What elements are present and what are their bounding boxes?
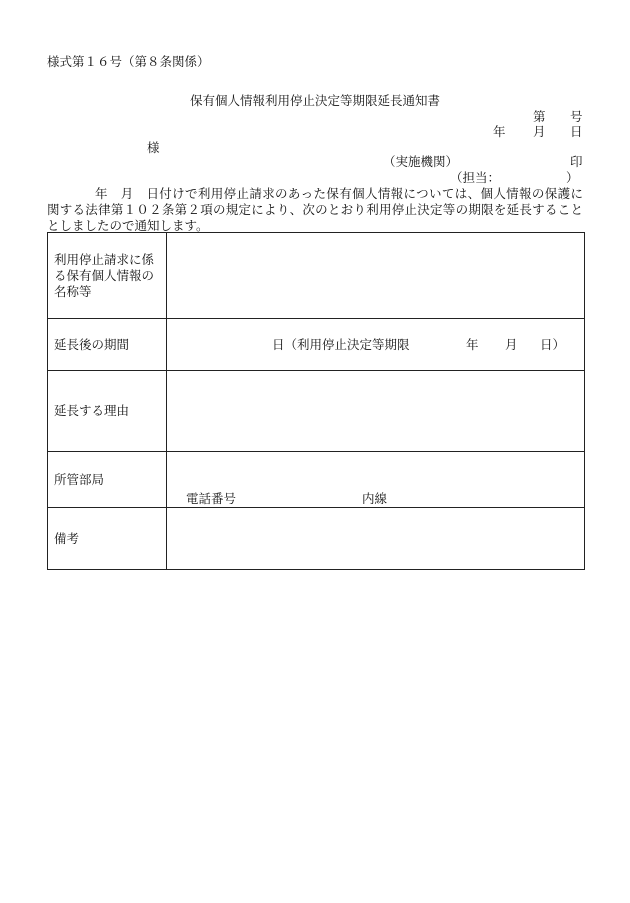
document-number-suffix: 号 <box>570 109 583 124</box>
table-row-request-name <box>48 233 585 319</box>
request-name-label: 利用停止請求に係る保有個人情報の名称等 <box>54 251 155 299</box>
date-year-label: 年 <box>493 124 506 139</box>
extended-period-label-cell <box>48 319 167 371</box>
reason-label-cell <box>48 371 167 452</box>
remarks-value-cell <box>167 508 585 570</box>
extension-label: 内線 <box>362 491 388 506</box>
contact-person-label: （担当： <box>450 170 501 185</box>
table-row-remarks <box>48 508 585 570</box>
reason-label: 延長する理由 <box>54 403 130 418</box>
extended-period-value-cell <box>167 319 585 371</box>
body-text-line: 年 月 日付けで利用停止請求のあった保有個人情報については、個人情報の保護に <box>95 186 583 201</box>
period-day-label: 日） <box>540 337 566 352</box>
period-year-label: 年 <box>466 337 479 352</box>
table-row-reason <box>48 371 585 452</box>
department-value <box>167 452 584 507</box>
date-day-label: 日 <box>570 124 583 139</box>
department-label-cell <box>48 452 167 508</box>
document-number-prefix: 第 <box>533 109 546 124</box>
seal-mark: 印 <box>570 154 583 169</box>
request-name-value-cell <box>167 233 585 319</box>
notice-details-table <box>47 232 585 570</box>
reason-value-cell <box>167 371 585 452</box>
body-text-line: 関する法律第１０２条第２項の規定により、次のとおり利用停止決定等の期限を延長すること <box>47 202 583 217</box>
department-label: 所管部局 <box>54 471 105 487</box>
department-value-cell <box>167 452 585 508</box>
phone-number-label: 電話番号 <box>186 491 237 506</box>
form-number: 様式第１６号（第８条関係） <box>47 54 210 69</box>
period-month-label: 月 <box>505 337 518 352</box>
table-row-department <box>48 452 585 508</box>
extended-period-value <box>167 319 584 370</box>
table-row-extended-period <box>48 319 585 371</box>
remarks-label-cell <box>48 508 167 570</box>
addressee-honorific: 様 <box>147 140 160 155</box>
request-name-label-cell <box>48 233 167 319</box>
issuing-agency-label: （実施機関） <box>383 154 459 169</box>
remarks-label: 備考 <box>54 530 80 546</box>
document-title: 保有個人情報利用停止決定等期限延長通知書 <box>189 93 440 108</box>
period-day-deadline-label: 日（利用停止決定等期限 <box>272 337 410 352</box>
extended-period-label: 延長後の期間 <box>54 336 130 352</box>
body-text-line: としましたので通知します。 <box>47 218 209 233</box>
contact-person-close: ） <box>566 170 579 185</box>
date-month-label: 月 <box>533 124 546 139</box>
